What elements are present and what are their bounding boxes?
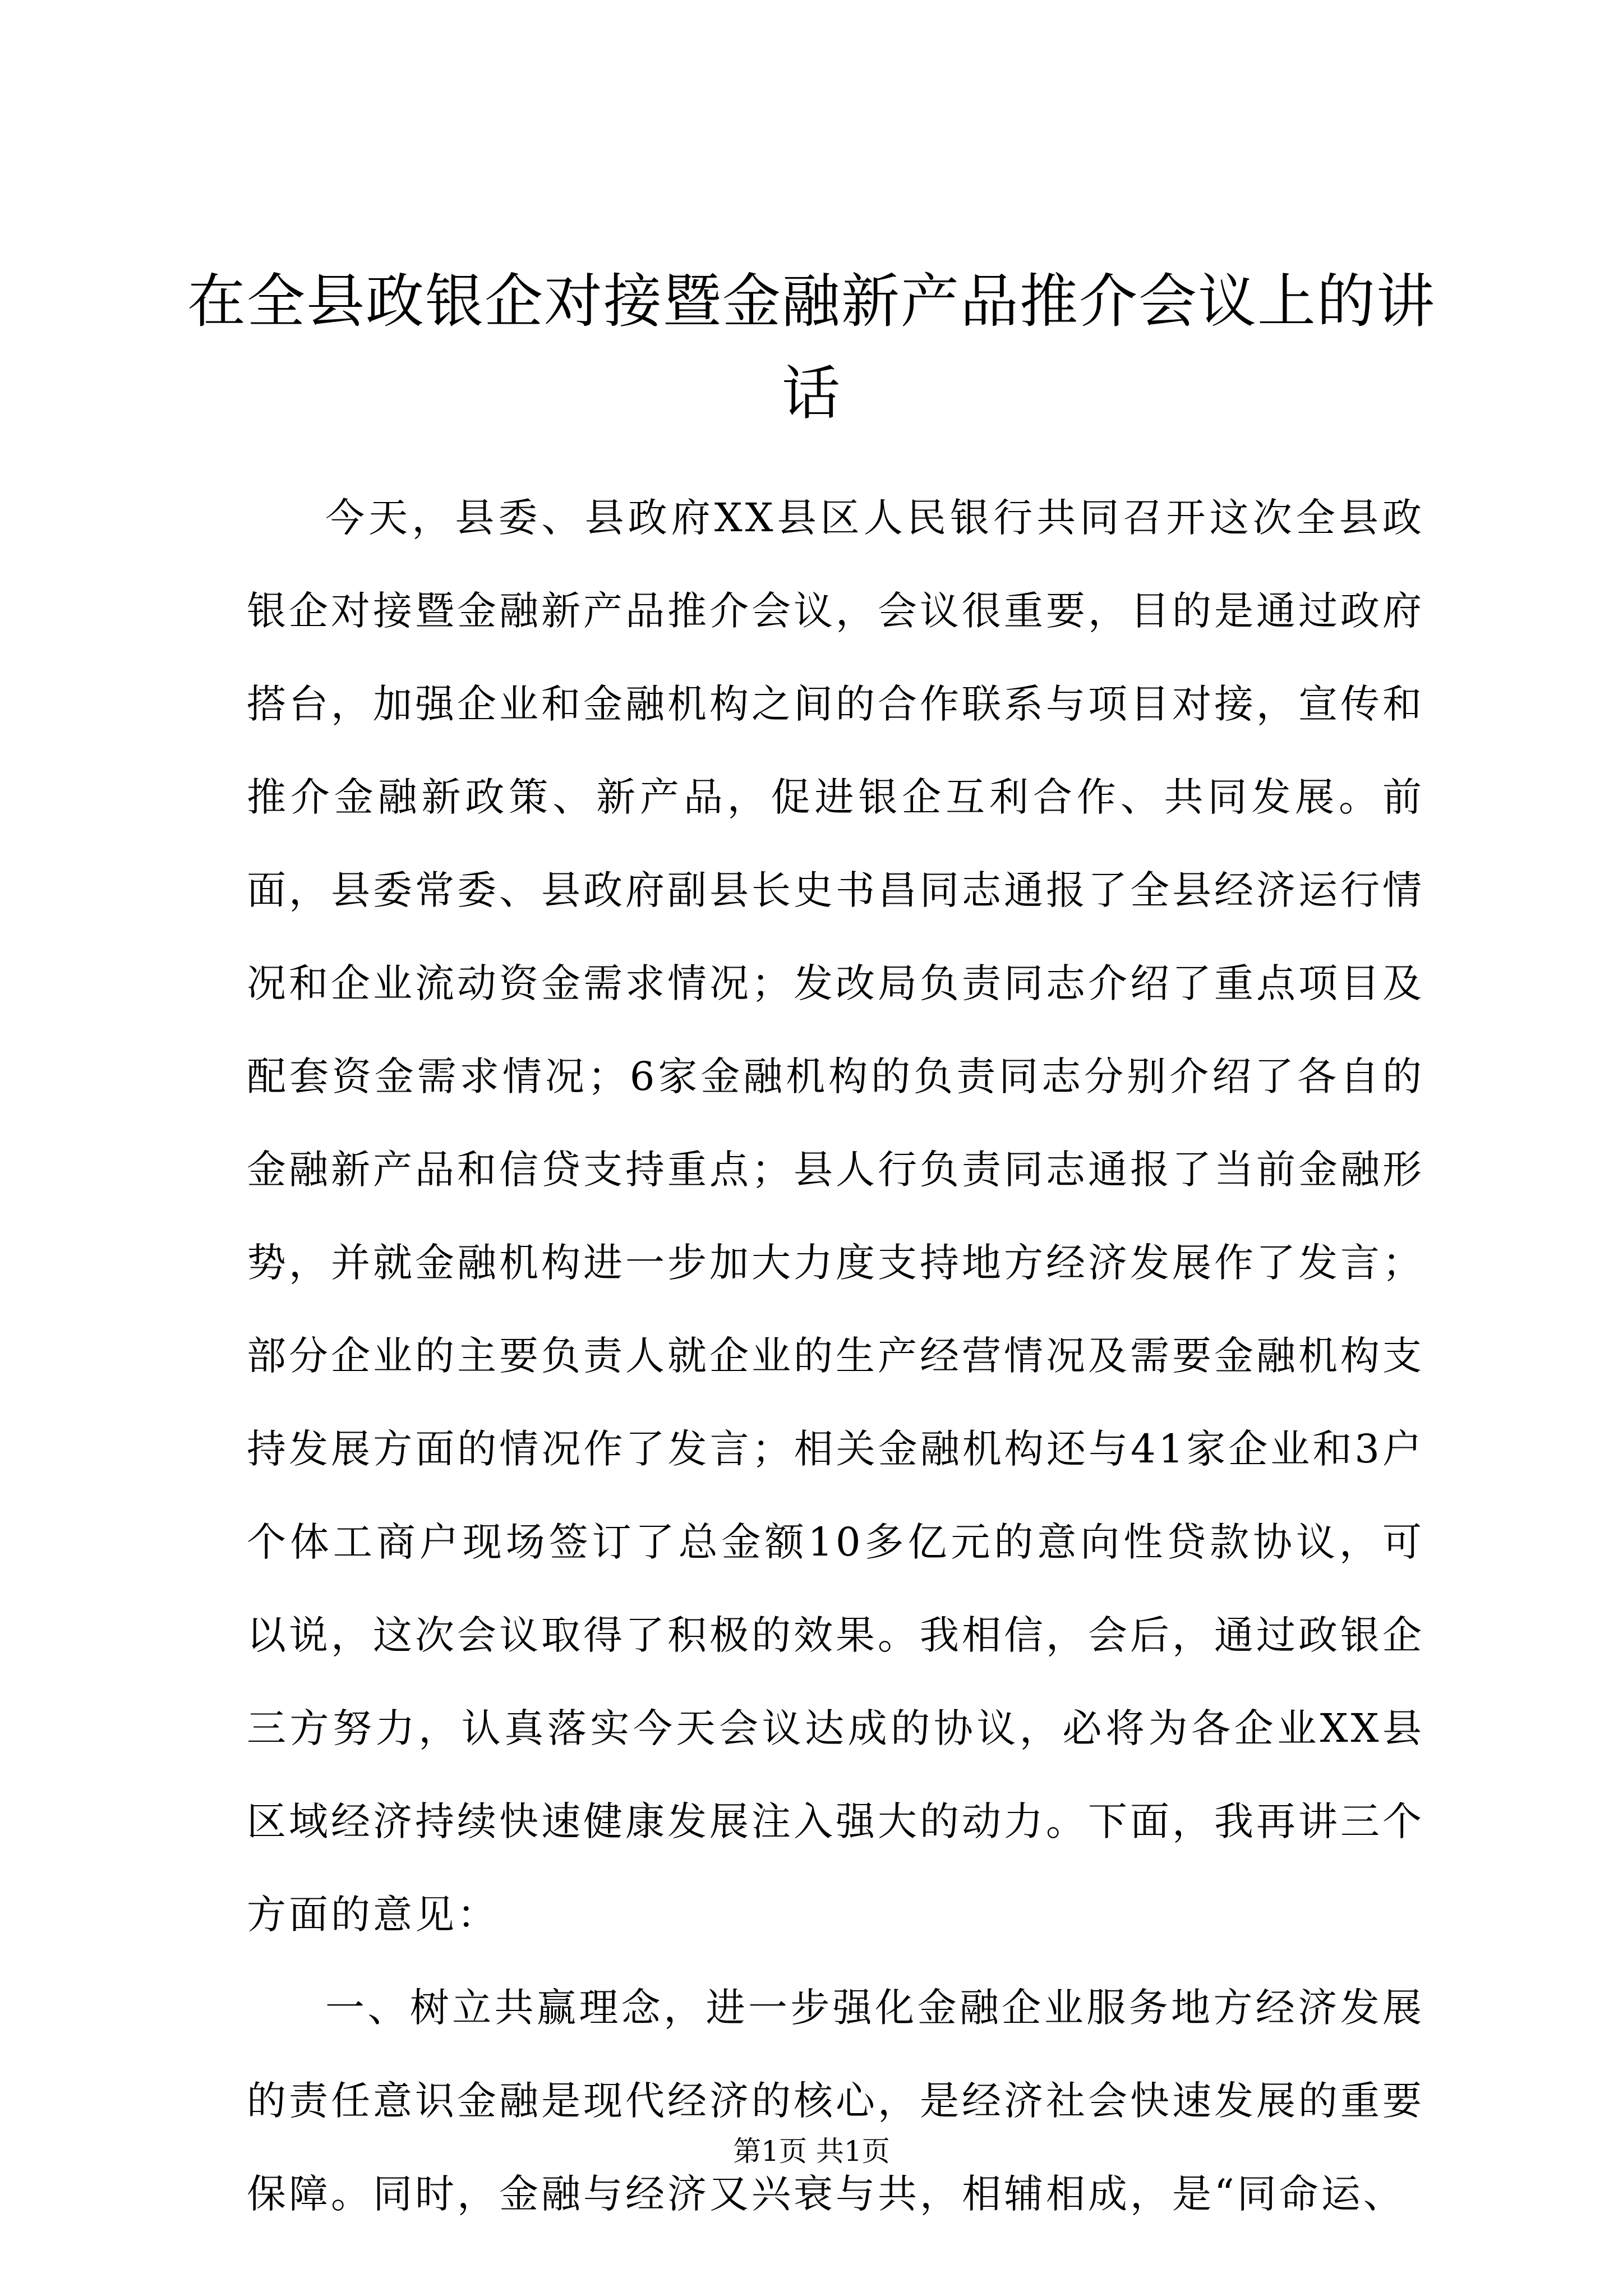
document-body <box>247 471 1424 2240</box>
body-paragraph-1: 今天，县委、县政府XX县区人民银行共同召开这次全县政银企对接暨金融新产品推介会议，会议很重要，目的是通过政府搭台，加强企业和金融机构之间的合作联系与项目对接，宣传和推介金融新政策、新产品，促进银企互利合作、共同发展。前面，县委常委、县政府副县长史书昌同志通报了全县经济运行情况和企业流动资金需求情况；发改局负责同志介绍了重点项目及配套资金需求情况；6家金融机构的负责同志分别介绍了各自的金融新产品和信贷支持重点；县人行负责同志通报了当前金融形势，并就金融机构进一步加大力度支持地方经济发展作了发言；部分企业的主要负责人就企业的生产经营情况及需要金融机构支持发展方面的情况作了发言；相关金融机构还与41家企业和3户个体工商户现场签订了总金额10多亿元的意向性贷款协议，可以说，这次会议取得了积极的效果。我相信，会后，通过政银企三方努力，认真落实今天会议达成的协议，必将为各企业XX县区域经济持续快速健康发展注入强大的动力。下面，我再讲三个方面的意见： <box>247 495 1424 1938</box>
page-number-footer: 第1页 共1页 <box>733 2135 890 2168</box>
document-title: 在全县政银企对接暨金融新产品推介会议上的讲话 <box>187 267 1436 427</box>
body-paragraph-2: 一、树立共赢理念，进一步强化金融企业服务地方经济发展的责任意识金融是现代经济的核心，是经济社会快速发展的重要保障。同时，金融与经济又兴衰与共，相辅相成，是“同命运、 <box>247 1985 1424 2217</box>
